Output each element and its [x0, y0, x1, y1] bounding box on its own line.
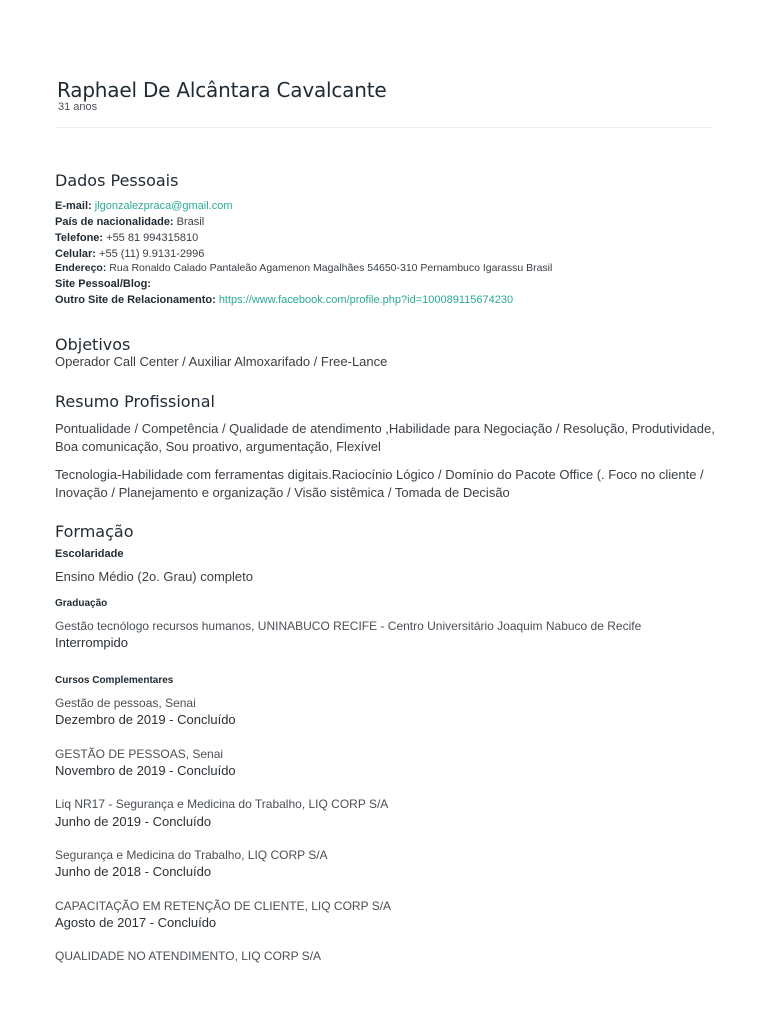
course-name: GESTÃO DE PESSOAS, Senai: [55, 747, 224, 761]
email-row: [55, 200, 232, 212]
candidate-age: 31 anos: [58, 101, 98, 113]
resumo-paragraph-2: Tecnologia-Habilidade com ferramentas digitais.Raciocínio Lógico / Domínio do Pacote Office (. Foco no cliente / Inovação / Planejamento e organização / Visão sistêmica / Tomada de Decisão: [55, 467, 704, 500]
nacionalidade-value: Brasil: [176, 216, 205, 228]
graduacao-label: Graduação: [55, 598, 108, 609]
telefone-label: Telefone:: [55, 232, 104, 244]
objetivos-text: Operador Call Center / Auxiliar Almoxarifado / Free-Lance: [55, 354, 388, 369]
course-name: Segurança e Medicina do Trabalho, LIQ CORP S/A: [55, 848, 328, 862]
graduacao-status: Interrompido: [55, 635, 128, 650]
site-label: Site Pessoal/Blog:: [55, 278, 151, 290]
course-date: Agosto de 2017 - Concluído: [55, 915, 217, 930]
candidate-name: Raphael De Alcântara Cavalcante: [57, 78, 387, 102]
email-link[interactable]: jlgonzalezpraca@gmail.com: [94, 200, 233, 212]
graduacao-course: Gestão tecnólogo recursos humanos, UNINABUCO RECIFE - Centro Universitário Joaquim Nabuco de Recife: [55, 619, 642, 633]
celular-value: +55 (11) 9.9131-2996: [99, 248, 205, 260]
course-name: CAPACITAÇÃO EM RETENÇÃO DE CLIENTE, LIQ CORP S/A: [55, 899, 392, 913]
escolaridade-value: Ensino Médio (2o. Grau) completo: [55, 569, 253, 584]
course-date: Dezembro de 2019 - Concluído: [55, 712, 236, 727]
telefone-row: [55, 232, 198, 244]
course-name: Liq NR17 - Segurança e Medicina do Trabalho, LIQ CORP S/A: [55, 797, 389, 811]
section-title-dados-pessoais: Dados Pessoais: [55, 171, 179, 190]
outro-site-link[interactable]: https://www.facebook.com/profile.php?id=100089115674230: [218, 294, 514, 306]
email-label: E-mail:: [55, 200, 92, 212]
telefone-value: +55 81 994315810: [106, 232, 199, 244]
endereco-label: Endereço:: [55, 262, 107, 274]
endereco-row: [55, 262, 552, 274]
resumo-paragraph-1: Pontualidade / Competência / Qualidade de atendimento ,Habilidade para Negociação / Resolução, Produtividade, Boa comunicação, Sou proativo, argumentação, Flexível: [55, 421, 715, 454]
section-title-resumo: Resumo Profissional: [55, 392, 215, 411]
outro-site-row: [55, 294, 513, 306]
course-date: Junho de 2018 - Concluído: [55, 864, 212, 879]
outro-site-label: Outro Site de Relacionamento:: [55, 294, 216, 306]
cursos-label: Cursos Complementares: [55, 675, 174, 686]
course-name: Gestão de pessoas, Senai: [55, 696, 196, 710]
section-title-objetivos: Objetivos: [55, 335, 131, 354]
header-divider: [55, 127, 713, 128]
section-title-formacao: Formação: [55, 522, 134, 541]
site-row: [55, 278, 151, 290]
course-date: Novembro de 2019 - Concluído: [55, 763, 236, 778]
celular-row: [55, 248, 204, 260]
nacionalidade-label: País de nacionalidade:: [55, 216, 174, 228]
celular-label: Celular:: [55, 248, 96, 260]
course-name-cut: QUALIDADE NO ATENDIMENTO, LIQ CORP S/A: [55, 949, 322, 963]
nacionalidade-row: [55, 216, 204, 228]
endereco-value: Rua Ronaldo Calado Pantaleão Agamenon Magalhães 54650-310 Pernambuco Igarassu Brasil: [109, 262, 553, 274]
course-date: Junho de 2019 - Concluído: [55, 814, 212, 829]
escolaridade-label: Escolaridade: [55, 548, 124, 560]
